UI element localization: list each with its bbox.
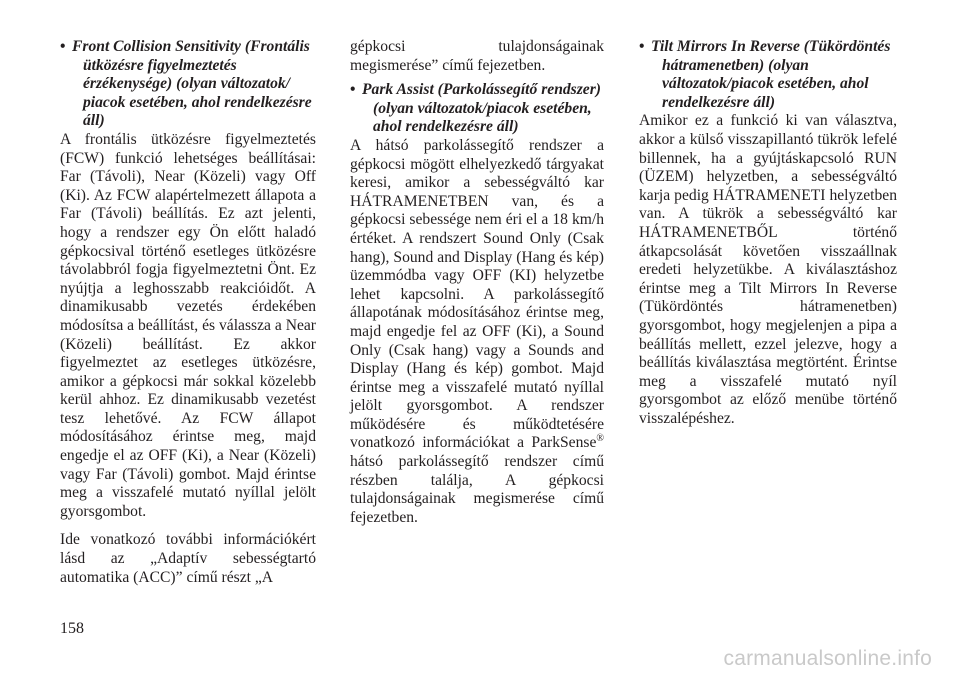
heading-line-1: Park Assist (Parkolássegítő rendszer) xyxy=(362,81,601,99)
paragraph-fcw-settings: A frontális ütközésre figyelmeztetés (FCW) funkció lehetséges beállításai: Far (Távoli), Near (Közeli) vagy Off (Ki). Az FCW alapértelmezett állapota a Far (Távoli) beállítás. Ez azt jelenti, hogy a rendszer egy Ön előtt haladó gépkocsival történő esetleges ütközésre távolabbról fogja figyelmeztetni Önt. Ez nyújtja a leghosszabb reakcióidőt. A dinamikusabb vezetés érdekében módosítsa a beállítást, és válassza a Near (Közeli) beállítást. Ez akkor figyelmeztet az esetleges ütközésre, amikor a gépkocsi már sokkal közelebb kerül ahhoz. Ez dinamikusabb vezetést tesz lehetővé. Az FCW állapot módosításához érintse meg, majd engedje el az OFF (Ki), a Near (Közeli) vagy Far (Távoli) gombot. Majd érintse meg a visszafelé mutató nyíllal jelölt gyorsgombot. xyxy=(60,130,316,520)
paragraph-park-assist-part-2: hátsó parkolássegítő rendszer című részben találja, A gépkocsi tulajdonságainak megismerése című fejezetben. xyxy=(350,453,604,526)
watermark-text: carmanualsonline.info xyxy=(723,647,932,670)
column-middle xyxy=(350,38,604,527)
section-heading-park-assist xyxy=(350,81,604,137)
column-right xyxy=(639,38,897,428)
bullet-icon: • xyxy=(350,81,356,99)
section-heading-front-collision-sensitivity xyxy=(60,38,316,131)
heading-line-1: Front Collision Sensitivity (Frontális xyxy=(72,38,310,55)
section-heading-tilt-mirrors xyxy=(639,38,897,112)
column-left xyxy=(60,38,316,587)
heading-continuation: hátramenetben) (olyan változatok/piacok esetében, ahol rendelkezésre áll) xyxy=(662,56,869,111)
heading-continuation: ütközésre figyelmeztetés érzékenysége) (olyan változatok/ piacok esetében, ahol rendelkezésre áll) xyxy=(83,56,312,130)
bullet-icon: • xyxy=(60,38,66,55)
bullet-icon: • xyxy=(639,38,645,55)
paragraph-acc-reference: Ide vonatkozó további információkért lásd az „Adaptív sebességtartó automatika (ACC)” című részt „A xyxy=(60,531,316,586)
paragraph-continuation: gépkocsi tulajdonságainak megismerése” című fejezetben. xyxy=(350,38,604,74)
registered-trademark-mark: ® xyxy=(596,433,604,445)
paragraph-park-assist-part-1: A hátsó parkolássegítő rendszer a gépkocsi mögött elhelyezkedő tárgyakat keresi, amikor a sebességváltó kar HÁTRAMENETBEN van, és a gépkocsi sebessége nem éri el a 18 km/h értéket. A rendszert Sound Only (Csak hang), Sound and Display (Hang és kép) üzemmódba vagy OFF (KI) helyzetbe lehet kapcsolni. A parkolássegítő állapotának módosításához érintse meg, majd engedje fel az OFF (Ki), a Sound Only (Csak hang) vagy a Sounds and Display (Hang és kép) gombot. Majd érintse meg a visszafelé mutató nyíllal jelölt gyorsgombot. A rendszer működésére és működtetésére vonatkozó információkat a ParkSense xyxy=(350,136,604,452)
paragraph-park-assist xyxy=(350,137,604,527)
paragraph-tilt-mirrors: Amikor ez a funkció ki van választva, akkor a külső visszapillantó tükrök lefelé billennek, ha a gyújtáskapcsoló RUN (ÜZEM) helyzetben, a sebességváltó karja pedig HÁTRAMENETI helyzetben van. A tükrök a sebességváltó kar HÁTRAMENETBŐL történő átkapcsolását követően visszaállnak eredeti helyzetükbe. A kiválasztáshoz érintse meg a Tilt Mirrors In Reverse (Tükördöntés hátramenetben) gyorsgombot, hogy megjelenjen a pipa a beállítás mellett, ezzel jelezve, hogy a beállítás kiválasztása megtörtént. Érintse meg a visszafelé mutató nyíl gyorsgombot az előző menübe történő visszalépéshez. xyxy=(639,112,897,427)
heading-continuation: (olyan változatok/piacok esetében, ahol rendelkezésre áll) xyxy=(373,99,592,136)
heading-line-1: Tilt Mirrors In Reverse (Tükördöntés xyxy=(651,38,891,55)
page-number: 158 xyxy=(60,620,84,637)
